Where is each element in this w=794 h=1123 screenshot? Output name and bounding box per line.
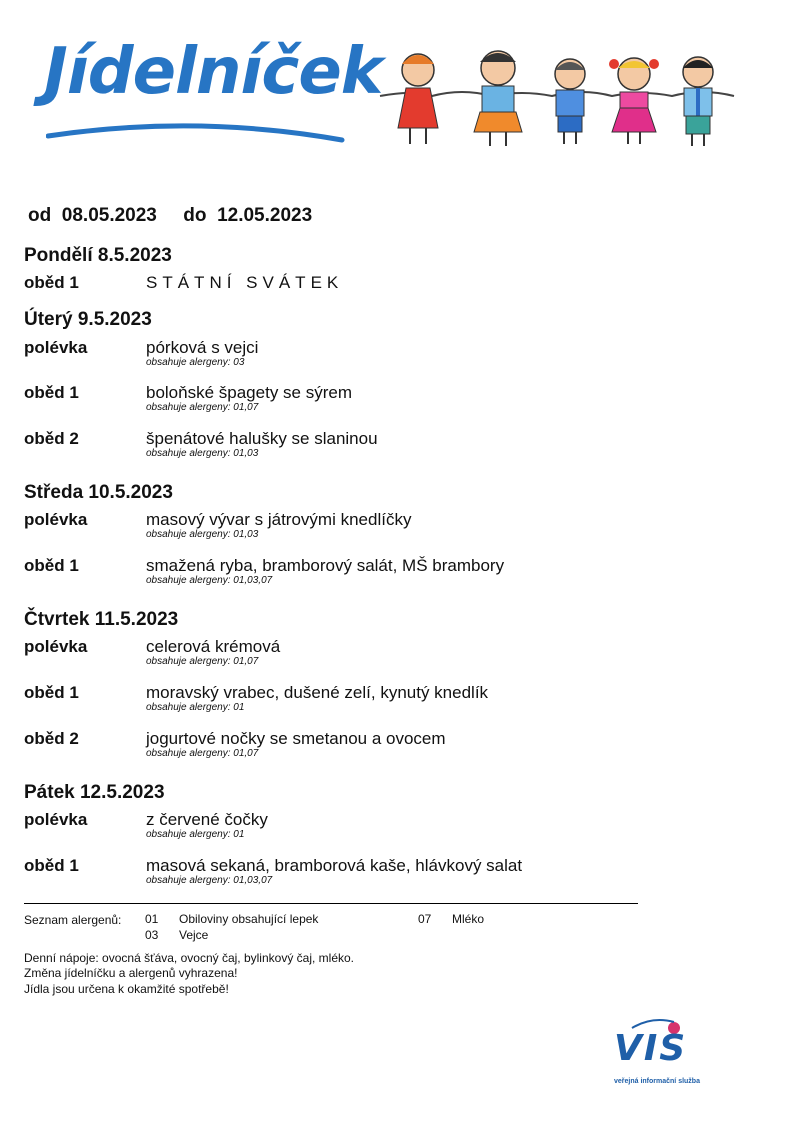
- allergen-name: Mléko: [452, 912, 485, 926]
- allergen-list-label: Seznam alergenů:: [24, 913, 122, 927]
- dish-name: masový vývar s játrovými knedlíčky: [146, 510, 412, 529]
- dish-allergens: obsahuje alergeny: 01,07: [146, 402, 259, 413]
- meal-label: oběd 1: [24, 556, 79, 575]
- allergen-name: Vejce: [179, 928, 209, 942]
- note-changes: Změna jídelníčku a alergenů vyhrazena!: [24, 966, 238, 980]
- dish-name: boloňské špagety se sýrem: [146, 383, 352, 402]
- dish-allergens: obsahuje alergeny: 01,07: [146, 656, 259, 667]
- meal-label: oběd 2: [24, 729, 79, 748]
- period-from-label: od: [28, 205, 52, 226]
- dish-allergens: obsahuje alergeny: 01,07: [146, 748, 259, 759]
- title-swoosh: [46, 106, 346, 146]
- period-to-date: 12.05.2023: [217, 205, 313, 226]
- allergen-code: 01: [145, 912, 159, 926]
- dish-allergens: obsahuje alergeny: 01,03: [146, 529, 259, 540]
- dish-allergens: obsahuje alergeny: 01: [146, 829, 245, 840]
- day-heading-thursday: Čtvrtek 11.5.2023: [24, 609, 179, 630]
- vis-logo: [612, 1018, 722, 1094]
- dish-allergens: obsahuje alergeny: 01,03: [146, 448, 259, 459]
- children-illustration: [372, 44, 742, 152]
- holiday-notice: STÁTNÍ SVÁTEK: [146, 273, 344, 292]
- dish-name: moravský vrabec, dušené zelí, kynutý knedlík: [146, 683, 489, 702]
- dish-name: pórková s vejci: [146, 338, 259, 357]
- period-from-date: 08.05.2023: [61, 205, 157, 226]
- dish-name: celerová krémová: [146, 637, 281, 656]
- menu-title-logo: Jídelníček: [44, 35, 383, 109]
- dish-allergens: obsahuje alergeny: 01,03,07: [146, 875, 273, 886]
- allergen-code: 03: [145, 928, 159, 942]
- dish-name: masová sekaná, bramborová kaše, hlávkový salat: [146, 856, 523, 875]
- vis-tagline: veřejná informační služba: [614, 1078, 700, 1085]
- meal-label: polévka: [24, 637, 88, 656]
- allergen-code: 07: [418, 912, 432, 926]
- allergen-name: Obiloviny obsahující lepek: [179, 912, 319, 926]
- dish-name: smažená ryba, bramborový salát, MŠ brambory: [146, 556, 505, 575]
- meal-label: oběd 1: [24, 683, 79, 702]
- dish-allergens: obsahuje alergeny: 03: [146, 357, 245, 368]
- meal-label: oběd 2: [24, 429, 79, 448]
- day-heading-tuesday: Úterý 9.5.2023: [24, 309, 152, 330]
- note-consumption: Jídla jsou určena k okamžité spotřebě!: [24, 982, 229, 996]
- allergen-divider: [24, 903, 638, 904]
- meal-label: polévka: [24, 338, 88, 357]
- meal-label: polévka: [24, 810, 88, 829]
- day-heading-wednesday: Středa 10.5.2023: [24, 482, 173, 503]
- vis-brand: VIS: [614, 1028, 688, 1069]
- meal-label: polévka: [24, 510, 88, 529]
- period-to-label: do: [183, 205, 207, 226]
- dish-allergens: obsahuje alergeny: 01,03,07: [146, 575, 273, 586]
- dish-name: špenátové halušky se slaninou: [146, 429, 378, 448]
- dish-allergens: obsahuje alergeny: 01: [146, 702, 245, 713]
- meal-label: oběd 1: [24, 856, 79, 875]
- note-drinks: Denní nápoje: ovocná šťáva, ovocný čaj, bylinkový čaj, mléko.: [24, 951, 355, 965]
- dish-name: jogurtové nočky se smetanou a ovocem: [146, 729, 446, 748]
- day-heading-friday: Pátek 12.5.2023: [24, 782, 165, 803]
- dish-name: z červené čočky: [146, 810, 268, 829]
- day-heading-monday: Pondělí 8.5.2023: [24, 245, 172, 266]
- period-range: [28, 205, 312, 227]
- meal-label: oběd 1: [24, 383, 79, 402]
- meal-label: oběd 1: [24, 273, 79, 292]
